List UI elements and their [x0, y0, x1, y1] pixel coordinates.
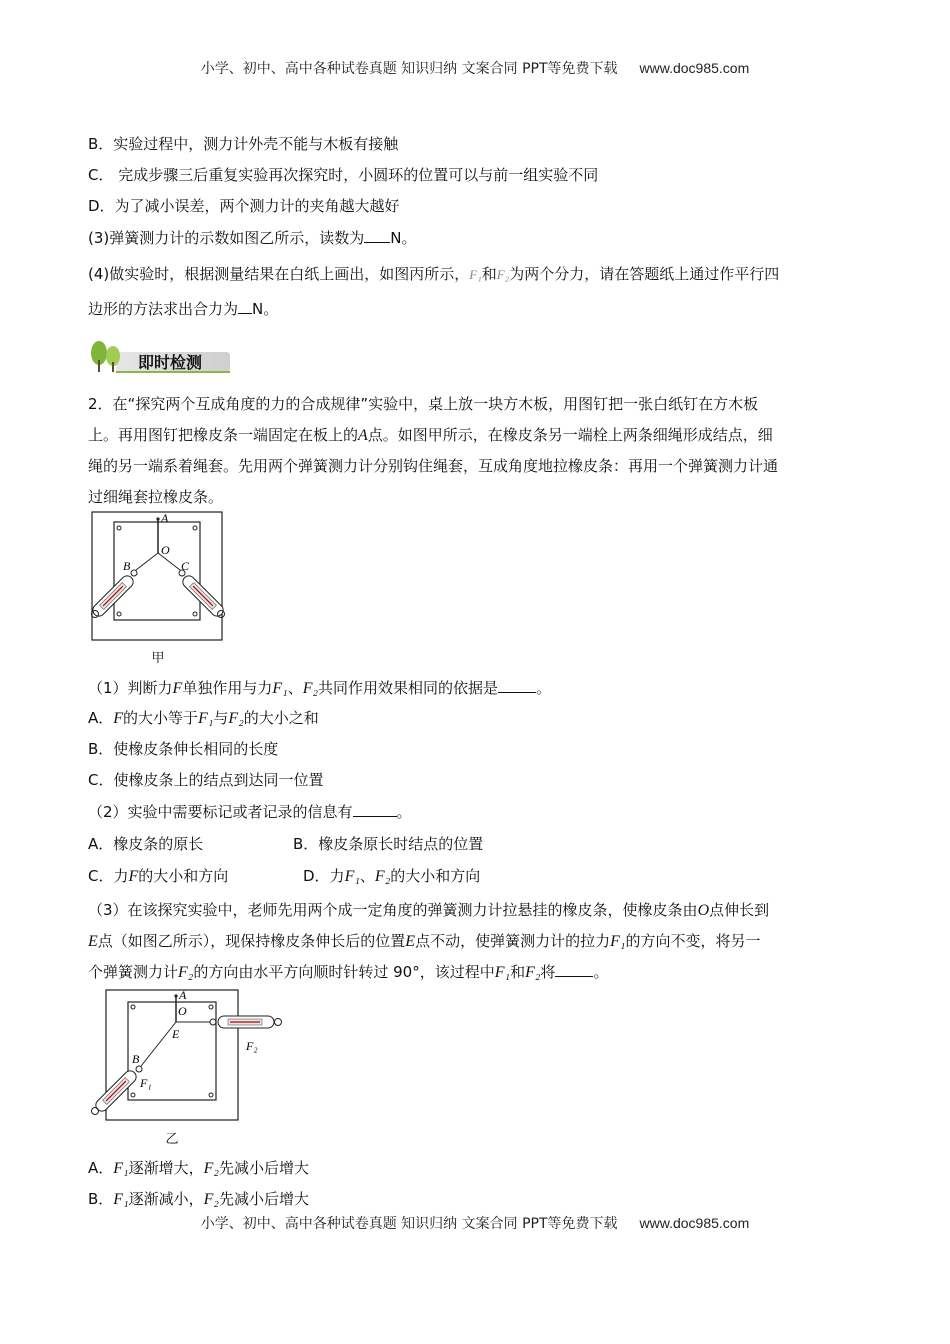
- option-b: B．实验过程中，测力计外壳不能与木板有接触: [88, 135, 399, 153]
- header-text: 小学、初中、高中各种试卷真题 知识归纳 文案合同 PPT等免费下载: [200, 61, 618, 77]
- question-4-line1: (4)做实验时，根据测量结果在白纸上画出，如图丙所示，F₁和F₂为两个分力，请在答题纸上通过作平行四: [88, 265, 780, 283]
- q2-line1: 2．在“探究两个互成角度的力的合成规律”实验中，桌上放一块方木板，用图钉把一张白纸钉在方木板: [88, 395, 759, 413]
- answer-blank: [238, 299, 252, 314]
- page-header: [0, 58, 950, 78]
- sub2-option-c: C．力F的大小和方向: [88, 867, 229, 885]
- page-footer: [0, 1213, 950, 1233]
- answer-blank: [555, 962, 593, 977]
- label-e: E: [172, 1027, 180, 1041]
- footer-text: 小学、初中、高中各种试卷真题 知识归纳 文案合同 PPT等免费下载: [200, 1216, 618, 1232]
- label-o: O: [178, 1004, 187, 1018]
- section-banner: [88, 338, 230, 374]
- sub2-row1: [88, 833, 870, 855]
- q2-line4: 过细绳套拉橡皮条。: [88, 488, 224, 506]
- label-a: A: [179, 988, 187, 1002]
- sub3-option-b: B．F₁逐渐减小，F₂先减小后增大: [88, 1190, 310, 1208]
- q2-line3: 绳的另一端系着绳套。先用两个弹簧测力计分别钩住绳套，互成角度地拉橡皮条：再用一个弹簧测力计通: [88, 457, 779, 475]
- figure-jia: [86, 508, 230, 666]
- sub3-option-a: A．F₁逐渐增大，F₂先减小后增大: [88, 1159, 309, 1177]
- figure-jia-caption: 甲: [151, 651, 165, 666]
- label-c: C: [181, 559, 190, 573]
- sub3-line3: 个弹簧测力计F₂的方向由水平方向顺时针转过 90°，该过程中F₁和F₂将 。: [88, 963, 609, 981]
- section-title: 即时检测: [138, 353, 203, 372]
- answer-blank: [498, 678, 536, 693]
- sub1-option-a: A．F的大小等于F₁与F₂的大小之和: [88, 709, 319, 727]
- sub3-line1: （3）在该探究实验中，老师先用两个成一定角度的弹簧测力计拉悬挂的橡皮条，使橡皮条由O点伸长到: [88, 901, 770, 919]
- label-a: A: [161, 511, 169, 525]
- q2-line2: 上。再用图钉把橡皮条一端固定在板上的A点。如图甲所示，在橡皮条另一端栓上两条细绳形成结点，细: [88, 426, 773, 444]
- question-3: (3)弹簧测力计的示数如图乙所示，读数为 N。: [88, 229, 417, 247]
- figure-yi-diagram: [86, 986, 286, 1124]
- figure-jia-diagram: [86, 508, 230, 643]
- label-b: B: [123, 559, 131, 573]
- sub2-row2: [88, 865, 870, 888]
- footer-url[interactable]: www.doc985.com: [639, 1215, 750, 1231]
- sub2-question: （2）实验中需要标记或者记录的信息有 。: [88, 803, 412, 821]
- label-o: O: [161, 543, 170, 557]
- answer-blank: [353, 802, 397, 817]
- label-b: B: [132, 1052, 140, 1066]
- question-4-line2: 边形的方法求出合力为 N。: [88, 300, 279, 318]
- label-f2: F₂: [246, 1039, 258, 1053]
- figure-yi-caption: 乙: [165, 1132, 179, 1147]
- sub1-option-c: C．使橡皮条上的结点到达同一位置: [88, 771, 324, 789]
- sub2-option-b: B．橡皮条原长时结点的位置: [293, 835, 484, 853]
- option-c: C． 完成步骤三后重复实验再次探究时，小圆环的位置可以与前一组实验不同: [88, 166, 599, 184]
- sub2-option-a: A．橡皮条的原长: [88, 835, 204, 853]
- header-url[interactable]: www.doc985.com: [639, 60, 750, 76]
- label-f1: F₁: [140, 1076, 152, 1090]
- option-d: D．为了减小误差，两个测力计的夹角越大越好: [88, 197, 400, 215]
- figure-yi: [86, 986, 286, 1146]
- sub2-option-d: D．力F₁、F₂的大小和方向: [303, 867, 481, 885]
- sub1-option-b: B．使橡皮条伸长相同的长度: [88, 740, 279, 758]
- sub1-question: （1）判断力F单独作用与力F₁、F₂共同作用效果相同的依据是 。: [88, 679, 552, 697]
- sub3-line2: E点（如图乙所示），现保持橡皮条伸长后的位置E点不动，使弹簧测力计的拉力F₁的方向不变，将另一: [88, 932, 761, 950]
- answer-blank: [364, 228, 390, 243]
